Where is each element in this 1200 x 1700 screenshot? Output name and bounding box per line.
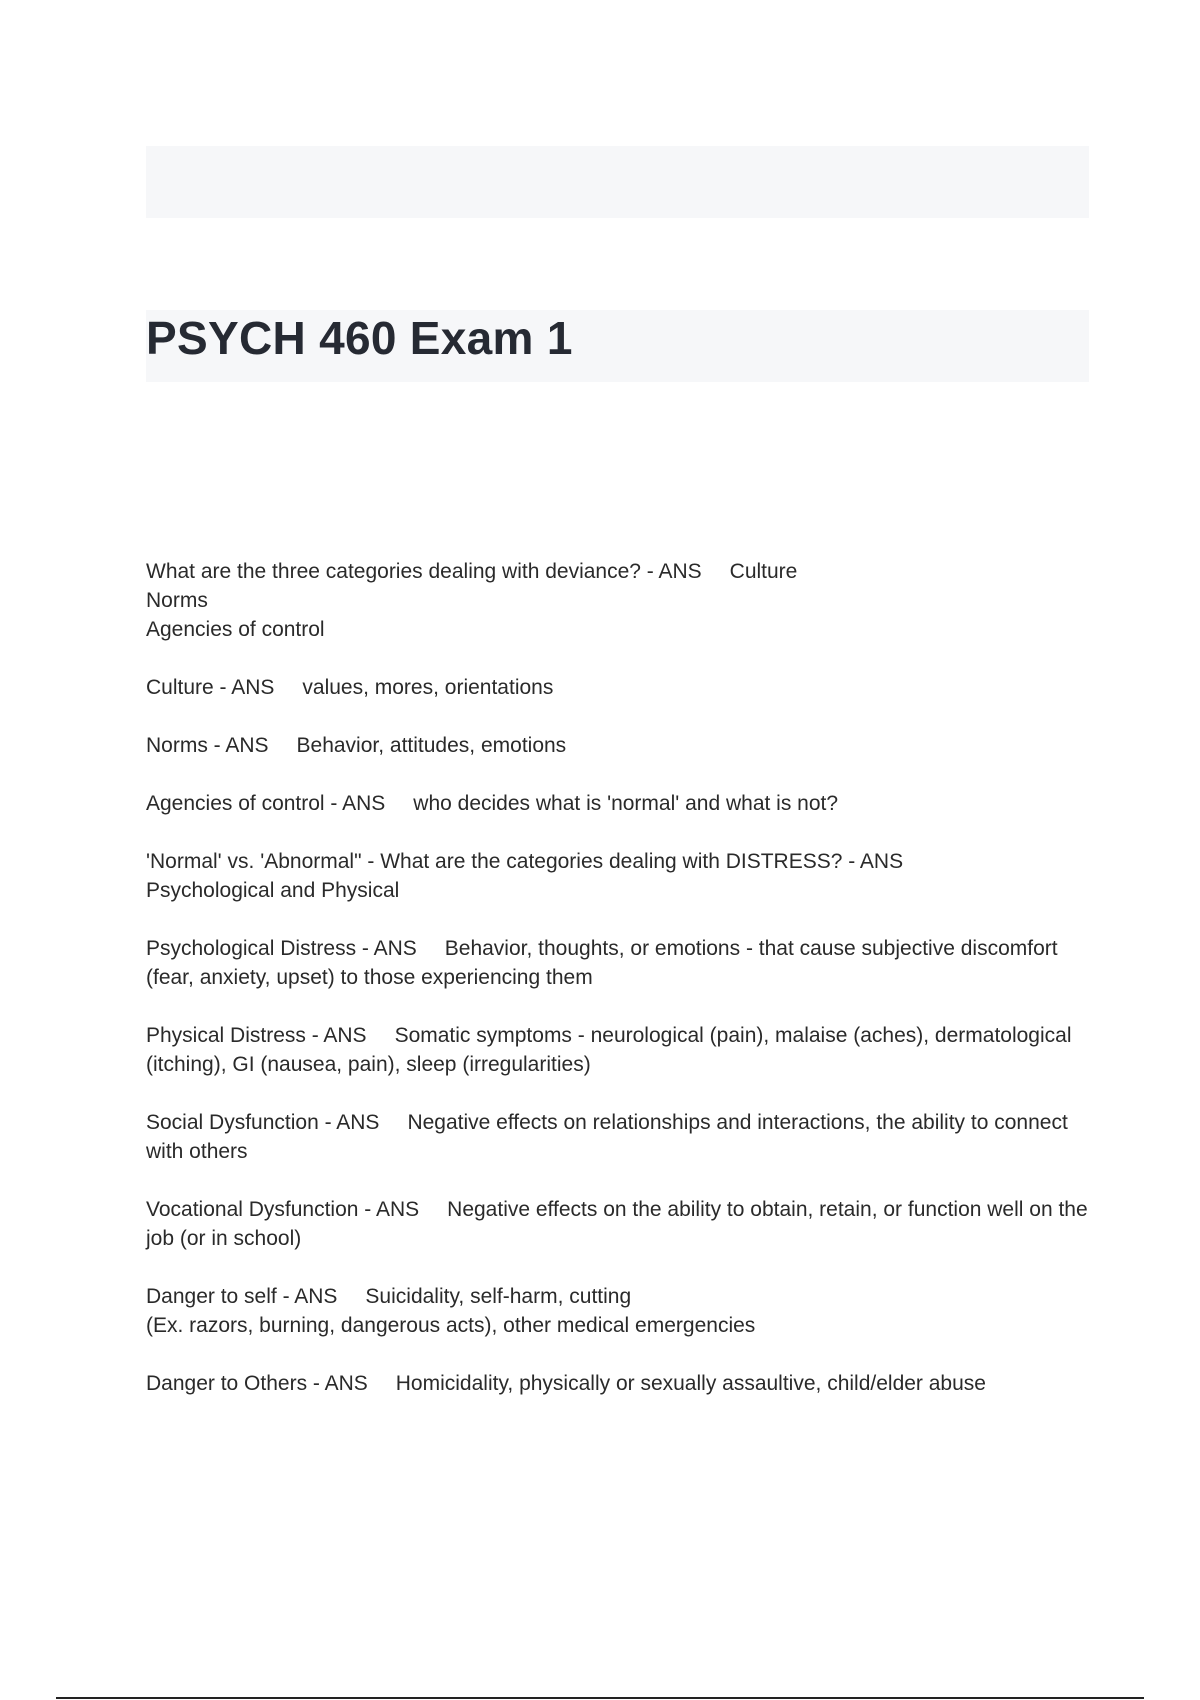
header-band [146,146,1089,218]
question-text: What are the three categories dealing with deviance? - ANS [146,560,702,583]
answer-text: Homicidality, physically or sexually assaultive, child/elder abuse [395,1372,986,1395]
answer-text: Behavior, thoughts, or emotions - that cause subjective discomfort (fear, anxiety, upset) to those experiencing them [146,937,1058,989]
qa-item [146,934,1096,992]
question-text: Danger to Others - ANS [146,1372,368,1395]
qa-item [146,789,1096,818]
answer-text: Suicidality, self-harm, cutting (Ex. razors, burning, dangerous acts), other medical emergencies [146,1285,756,1337]
question-text: Norms - ANS [146,734,269,757]
answer-text: Psychological and Physical [146,879,400,902]
qa-item [146,673,1096,702]
qa-item [146,1195,1096,1253]
qa-item [146,1369,1096,1398]
answer-text: Somatic symptoms - neurological (pain), malaise (aches), dermatological (itching), GI (nausea, pain), sleep (irregularities) [146,1024,1072,1076]
answer-text: Behavior, attitudes, emotions [296,734,567,757]
qa-item [146,847,1096,905]
qa-item [146,1282,1096,1340]
answer-text: values, mores, orientations [302,676,554,699]
question-text: Psychological Distress - ANS [146,937,417,960]
answer-text: Negative effects on the ability to obtain, retain, or function well on the job (or in school) [146,1198,1088,1250]
question-text: Danger to self - ANS [146,1285,338,1308]
question-text: Physical Distress - ANS [146,1024,367,1047]
footer-rule [56,1697,1144,1699]
question-text: Social Dysfunction - ANS [146,1111,380,1134]
qa-item [146,557,1096,644]
answer-text: who decides what is 'normal' and what is not? [413,792,839,815]
qa-list [146,557,1096,1427]
page-title: PSYCH 460 Exam 1 [146,312,573,364]
qa-item [146,1108,1096,1166]
question-text: 'Normal' vs. 'Abnormal" - What are the categories dealing with DISTRESS? - ANS [146,850,904,873]
answer-text: Culture Norms Agencies of control [146,560,798,641]
question-text: Culture - ANS [146,676,275,699]
qa-item [146,1021,1096,1079]
qa-item [146,731,1096,760]
answer-text: Negative effects on relationships and interactions, the ability to connect with others [146,1111,1068,1163]
question-text: Vocational Dysfunction - ANS [146,1198,420,1221]
question-text: Agencies of control - ANS [146,792,386,815]
